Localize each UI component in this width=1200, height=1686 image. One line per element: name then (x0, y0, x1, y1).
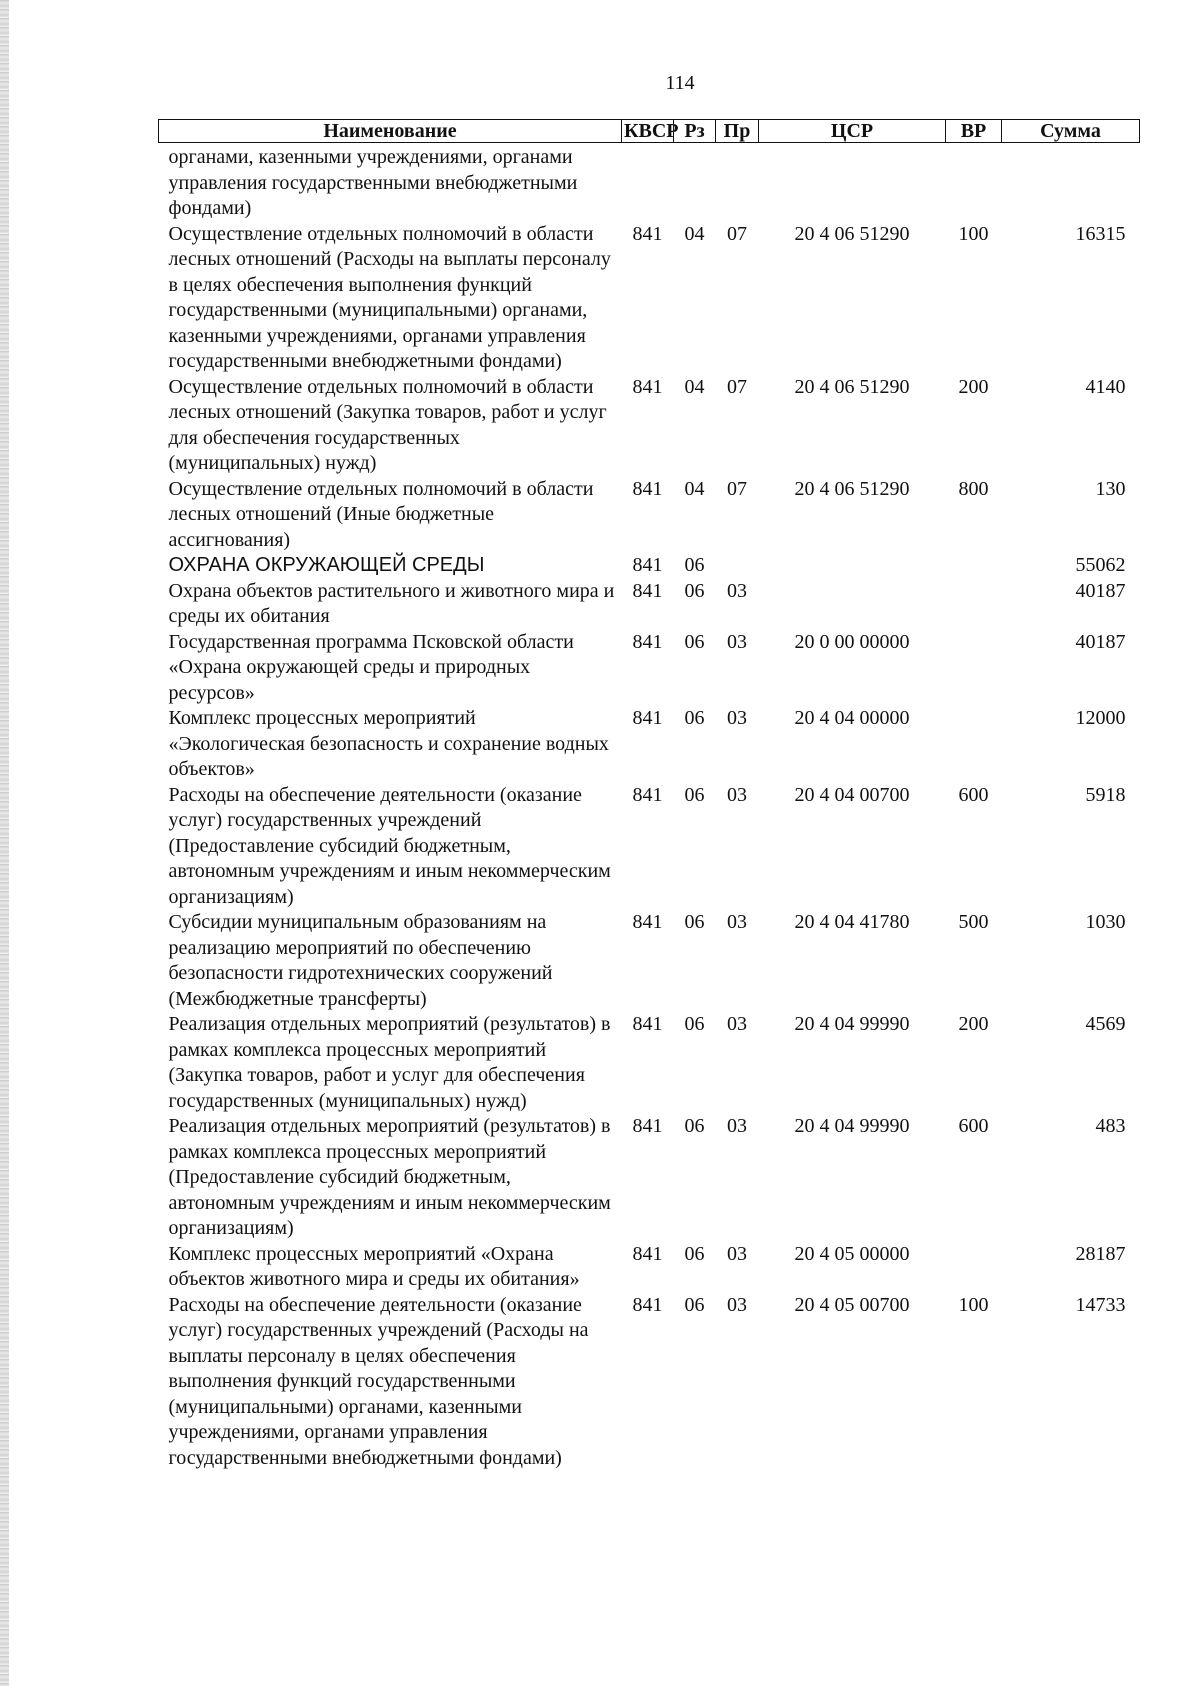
row-csr: 20 4 04 41780 (794, 911, 910, 933)
row-csr: 20 4 06 51290 (794, 222, 910, 245)
row-sum: 4140 (1085, 375, 1126, 398)
row-name: Расходы на обеспечение деятельности (оказание услуг) государственных учреждений (Предоставление субсидий бюджетным, автономным учреждениям и иным некоммерческим организациям) (168, 783, 611, 908)
row-name: Субсидии муниципальным образованиям на реализацию мероприятий по обеспечению безопасности гидротехнических сооружений (Межбюджетные трансферты) (168, 911, 553, 1010)
row-vr (946, 1242, 1002, 1293)
row-rz: 06 (684, 630, 705, 653)
row-pr: 03 (727, 579, 747, 602)
row-rz: 06 (684, 554, 705, 576)
row-sum: 14733 (1075, 1293, 1126, 1316)
page-number: 114 (665, 72, 695, 94)
row-name: Расходы на обеспечение деятельности (оказание услуг) государственных учреждений (Расходы на выплаты персоналу в целях обеспечения выполнения функций государственными (муниципальными) органами, казенными учреждениями, органами управления государственными внебюджетными фондами) (168, 1293, 589, 1469)
table-row (159, 375, 1140, 477)
row-name: Реализация отдельных мероприятий (результатов) в рамках комплекса процессных мероприятий (Закупка товаров, работ и услуг для обеспечения государственных (муниципальных) нужд) (168, 1013, 611, 1112)
row-vr: 200 (958, 1013, 989, 1035)
table-row (159, 1012, 1140, 1114)
table-row (159, 706, 1140, 783)
row-sum: 40187 (1075, 579, 1126, 602)
row-rz: 06 (684, 1115, 705, 1137)
row-name: органами, казенными учреждениями, органами управления государственными внебюджетными фондами) (168, 146, 578, 219)
table-row (159, 783, 1140, 911)
row-csr: 20 4 06 51290 (794, 477, 910, 500)
row-kvsr: 841 (632, 222, 663, 245)
header-rz: Рз (674, 120, 716, 143)
row-pr: 03 (727, 911, 747, 933)
row-kvsr: 841 (632, 579, 663, 602)
header-vr: ВР (946, 120, 1002, 143)
table-row (159, 630, 1140, 707)
table-row (159, 910, 1140, 1012)
header-kvsr: КВСР (622, 120, 674, 143)
header-csr: ЦСР (759, 120, 946, 143)
row-kvsr: 841 (632, 1013, 663, 1035)
row-kvsr: 841 (632, 630, 663, 653)
row-rz: 06 (684, 1293, 705, 1316)
row-csr: 20 4 04 99990 (794, 1013, 910, 1035)
header-name: Наименование (159, 120, 622, 143)
row-vr (946, 553, 1002, 579)
row-name: Осуществление отдельных полномочий в области лесных отношений (Закупка товаров, работ и услуг для обеспечения государственных (муниципальных) нужд) (168, 375, 607, 474)
table-row (159, 143, 1140, 222)
row-pr: 03 (727, 1293, 747, 1316)
row-sum: 12000 (1075, 707, 1126, 729)
row-sum: 40187 (1075, 630, 1126, 653)
row-sum: 4569 (1085, 1013, 1126, 1035)
row-sum: 16315 (1075, 222, 1126, 245)
table-row (159, 1114, 1140, 1242)
row-vr (946, 630, 1002, 707)
row-pr (716, 143, 759, 222)
table-row-section (159, 553, 1140, 579)
row-rz: 04 (684, 375, 705, 398)
row-sum (1002, 143, 1140, 222)
budget-table (158, 119, 1140, 1471)
row-rz: 06 (684, 1013, 705, 1035)
row-sum: 1030 (1085, 911, 1126, 933)
row-name: Осуществление отдельных полномочий в области лесных отношений (Расходы на выплаты персоналу в целях обеспечения выполнения функций государственными (муниципальными) органами, казенными учреждениями, органами управления государственными внебюджетными фондами) (168, 222, 611, 372)
row-name: ОХРАНА ОКРУЖАЮЩЕЙ СРЕДЫ (168, 554, 485, 576)
row-pr: 03 (727, 707, 747, 729)
row-kvsr: 841 (632, 477, 663, 500)
row-csr (759, 579, 946, 630)
row-rz: 06 (684, 707, 705, 729)
row-name: Комплекс процессных мероприятий «Охрана объектов животного мира и среды их обитания» (168, 1242, 580, 1290)
row-csr: 20 0 00 00000 (794, 630, 910, 653)
row-name: Охрана объектов растительного и животного мира и среды их обитания (168, 579, 615, 627)
row-rz (674, 143, 716, 222)
table-header-row (159, 120, 1140, 143)
row-csr: 20 4 04 00700 (794, 783, 910, 806)
row-vr: 100 (958, 1293, 989, 1316)
header-sum: Сумма (1002, 120, 1140, 143)
row-kvsr: 841 (632, 375, 663, 398)
table-row (159, 222, 1140, 375)
row-vr: 600 (958, 1115, 989, 1137)
row-vr: 500 (958, 911, 989, 933)
row-pr: 07 (727, 375, 747, 398)
row-pr: 03 (727, 1013, 747, 1035)
row-pr: 07 (727, 222, 747, 245)
row-vr: 100 (958, 222, 989, 245)
row-rz: 06 (684, 1242, 705, 1265)
row-csr: 20 4 04 00000 (794, 707, 910, 729)
row-vr (946, 706, 1002, 783)
row-vr: 800 (958, 477, 989, 500)
table-row (159, 579, 1140, 630)
row-sum: 130 (1095, 477, 1126, 500)
row-kvsr: 841 (632, 1293, 663, 1316)
row-kvsr: 841 (632, 783, 663, 806)
row-rz: 06 (684, 911, 705, 933)
row-pr (716, 553, 759, 579)
row-csr: 20 4 05 00000 (794, 1242, 910, 1265)
row-pr: 03 (727, 1242, 747, 1265)
row-sum: 28187 (1075, 1242, 1126, 1265)
row-csr: 20 4 05 00700 (794, 1293, 910, 1316)
row-pr: 03 (727, 1115, 747, 1137)
row-kvsr: 841 (632, 1115, 663, 1137)
row-csr (759, 143, 946, 222)
row-csr: 20 4 04 99990 (794, 1115, 910, 1137)
row-pr: 07 (727, 477, 747, 500)
row-pr: 03 (727, 783, 747, 806)
row-rz: 04 (684, 477, 705, 500)
row-rz: 06 (684, 783, 705, 806)
row-kvsr: 841 (632, 1242, 663, 1265)
row-name: Осуществление отдельных полномочий в области лесных отношений (Иные бюджетные ассигнования) (168, 477, 594, 551)
table-row (159, 1293, 1140, 1472)
row-kvsr: 841 (632, 554, 663, 576)
row-kvsr (622, 143, 674, 222)
row-vr (946, 143, 1002, 222)
row-kvsr: 841 (632, 911, 663, 933)
row-kvsr: 841 (632, 707, 663, 729)
row-rz: 04 (684, 222, 705, 245)
table-row (159, 1242, 1140, 1293)
row-vr: 200 (958, 375, 989, 398)
row-vr (946, 579, 1002, 630)
row-name: Реализация отдельных мероприятий (результатов) в рамках комплекса процессных мероприятий (Предоставление субсидий бюджетным, автономным учреждениям и иным некоммерческим организациям) (168, 1115, 611, 1239)
row-name: Комплекс процессных мероприятий «Экологическая безопасность и сохранение водных объектов» (168, 707, 609, 780)
row-name: Государственная программа Псковской области «Охрана окружающей среды и природных ресурсов» (168, 630, 574, 704)
row-sum: 5918 (1085, 783, 1126, 806)
table-row (159, 477, 1140, 554)
row-sum: 55062 (1075, 554, 1126, 576)
header-pr: Пр (716, 120, 759, 143)
row-csr (759, 553, 946, 579)
row-sum: 483 (1095, 1115, 1126, 1137)
row-rz: 06 (684, 579, 705, 602)
row-vr: 600 (958, 783, 989, 806)
scan-edge (0, 0, 9, 1686)
row-csr: 20 4 06 51290 (794, 375, 910, 398)
row-pr: 03 (727, 630, 747, 653)
